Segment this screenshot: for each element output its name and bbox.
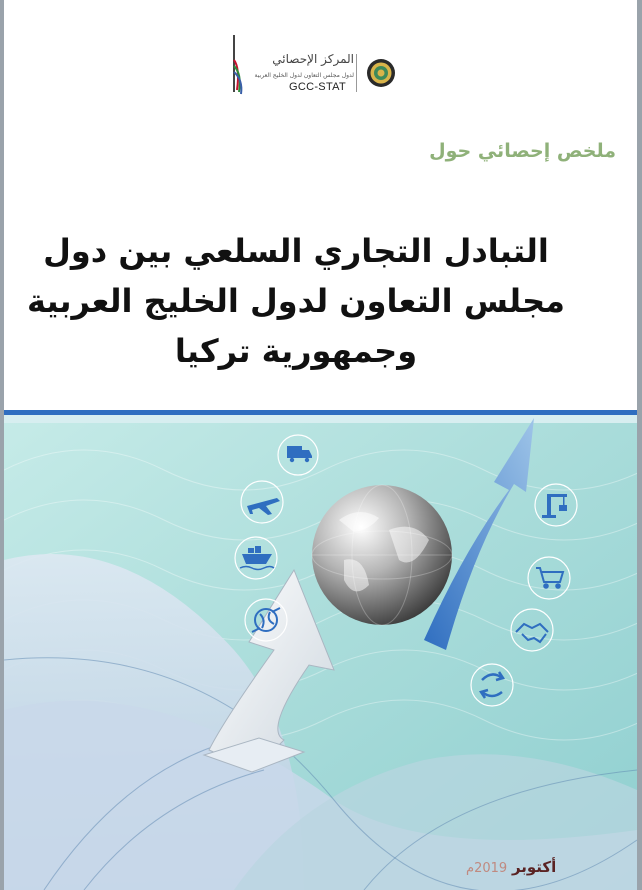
blue-band: [4, 410, 637, 415]
cover-subtitle: ملخص إحصائي حول: [429, 140, 616, 162]
title-line-2: مجلس التعاون لدول الخليج العربية: [27, 282, 565, 320]
logo-subtitle-arabic: لدول مجلس التعاون لدول الخليج العربية: [254, 72, 354, 79]
title-line-1: التبادل التجاري السلعي بين دول: [43, 232, 549, 270]
gcc-stat-logo: [228, 30, 408, 100]
logo-divider: [356, 54, 357, 92]
date-year: 2019م: [466, 861, 508, 876]
cover-title: [20, 226, 572, 376]
logo-name-arabic: المركز الإحصائي: [272, 52, 354, 66]
title-line-3: وجمهورية تركيا: [174, 332, 418, 370]
page-border-right: [637, 0, 642, 890]
publication-date: [466, 858, 556, 876]
logo-mark-icon: [228, 30, 248, 100]
gcc-seal-icon: [366, 58, 396, 88]
date-month: أكتوبر: [511, 858, 557, 876]
logo-name-english: GCC-STAT: [289, 81, 346, 93]
globe-icon: [312, 485, 452, 625]
cover-artwork: [4, 410, 637, 890]
